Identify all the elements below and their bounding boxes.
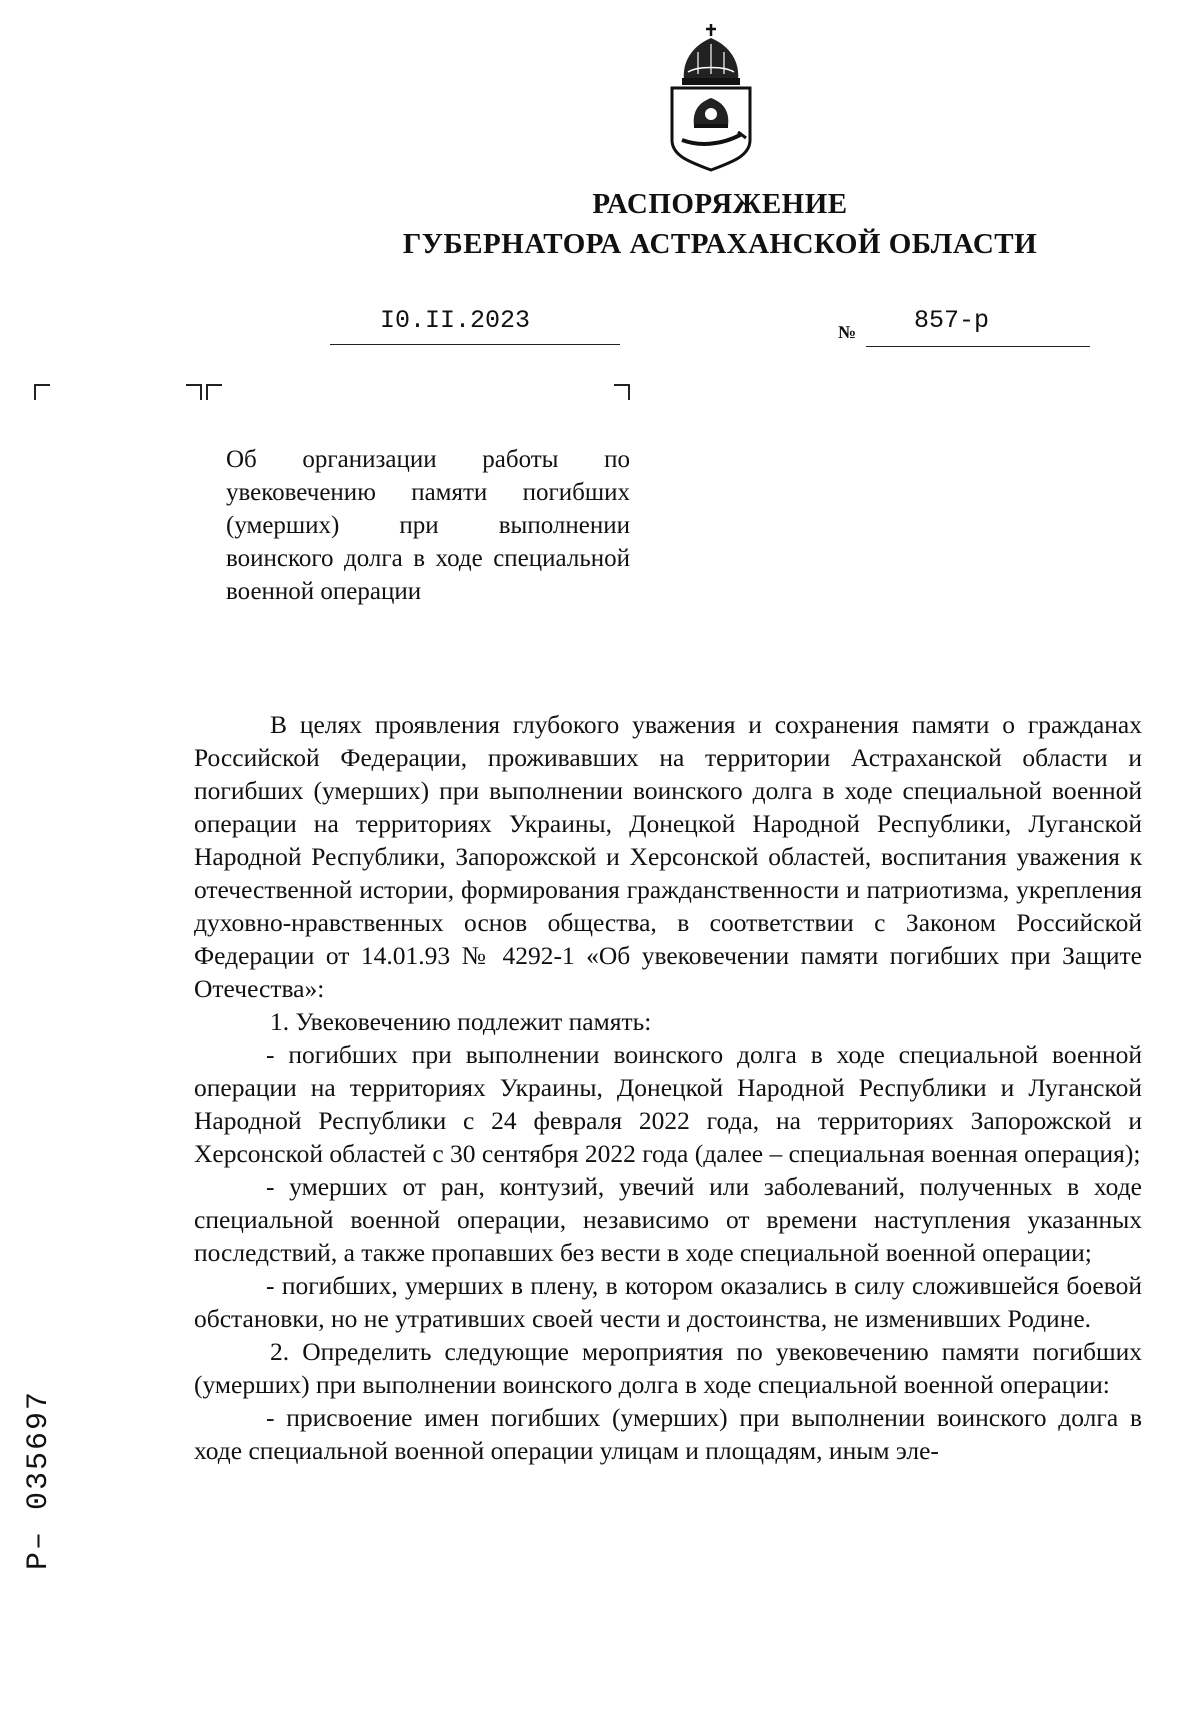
corner-mark-subject-tl2 [206, 384, 222, 400]
number-field [866, 302, 1090, 347]
corner-mark-subject-tr [614, 384, 630, 400]
coat-of-arms-icon [658, 22, 764, 172]
number-value: 857-р [914, 306, 990, 335]
body-paragraph: В целях проявления глубокого уважения и сохранения памяти о гражданах Российской Федерации, проживавших на территории Астраханской области и погибших (умерших) при выполнении воинского долга в ходе специальной военной операции на территориях Украины, Донецкой Народной Республики, Луганской Народной Республики, Запорожской и Херсонской областей, воспитания уважения к отечественной истории, формирования гражданственности и патриотизма, укрепления духовно-нравственных основ общества, в соответствии с Законом Российской Федерации от 14.01.93 № 4292-1 «Об увековечении памяти погибших при Защите Отечества»: [194, 710, 1142, 1003]
body-paragraph: - погибших, умерших в плену, в котором оказались в силу сложившейся боевой обстановки, но не утративших своей чести и достоинства, не изменивших Родине. [194, 1271, 1142, 1333]
subject-heading: Об организации работы по увековечению памяти погибших (умерших) при выполнении воинского долга в ходе специальной военной операции [226, 446, 630, 605]
document-body [194, 708, 1142, 1467]
document-type-title: РАСПОРЯЖЕНИЕ [592, 188, 848, 220]
corner-mark-subject-tl [186, 384, 202, 400]
body-paragraph: 2. Определить следующие мероприятия по увековечению памяти погибших (умерших) при выполнении воинского долга в ходе специальной военной операции: [194, 1337, 1142, 1399]
number-sign: № [838, 322, 857, 342]
serial-number: Р– 035697 [22, 1389, 56, 1570]
issuer-title: ГУБЕРНАТОРА АСТРАХАНСКОЙ ОБЛАСТИ [402, 228, 1038, 260]
date-field [330, 302, 620, 345]
serial-number-stamp [22, 1370, 62, 1570]
date-value: I0.II.2023 [380, 306, 531, 335]
body-paragraph: - умерших от ран, контузий, увечий или заболеваний, полученных в ходе специальной военной операции, независимо от времени наступления указанных последствий, а также пропавших без вести в ходе специальной военной операции; [194, 1172, 1142, 1267]
body-paragraph: 1. Увековечению подлежит память: [270, 1007, 652, 1036]
body-paragraph: - присвоение имен погибших (умерших) при выполнении воинского долга в ходе специальной военной операции улицам и площадям, иным эле- [194, 1403, 1142, 1465]
body-paragraph: - погибших при выполнении воинского долга в ходе специальной военной операции на территориях Украины, Донецкой Народной Республики и Луганской Народной Республики с 24 февраля 2022 года, на территориях Запорожской и Херсонской областей с 30 сентября 2022 года (далее – специальная военная операция); [194, 1040, 1142, 1168]
corner-mark-left [34, 384, 50, 400]
